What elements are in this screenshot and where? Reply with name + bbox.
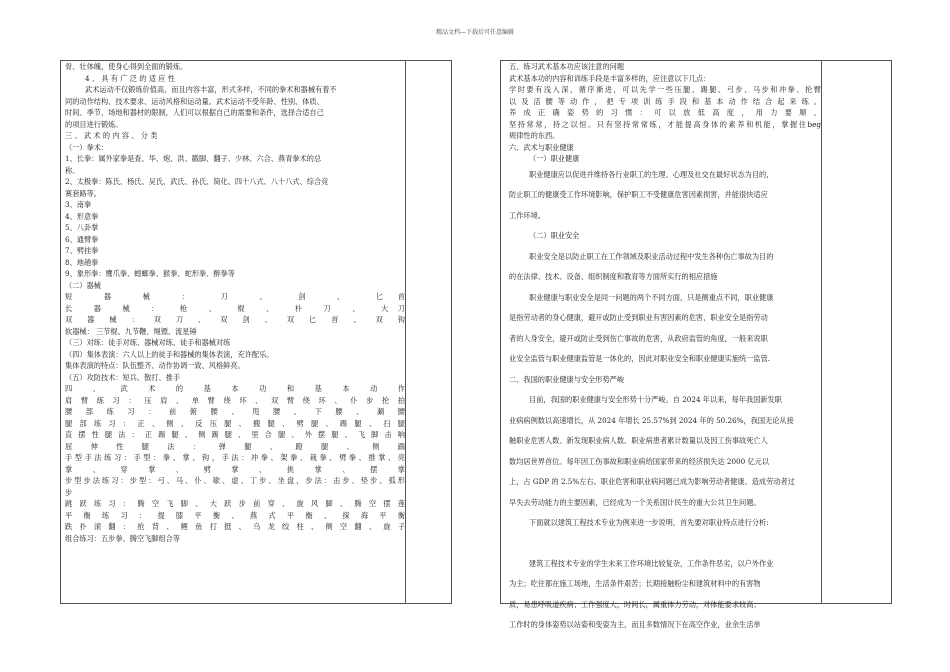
text-line: 学时要有浅入深，循序渐进，可以先学一些压腿、踢腿、弓步、马步和冲拳、抡臂 [509,85,821,94]
text-line: 武术基本功的内容和训练手段是丰富多样的，应注意以下几点： [509,73,711,83]
page-header: 精品文档---下载后可任意编辑 [435,29,515,36]
text-line: 短 器 械 ： 刀 、 剑 、 匕首 [65,292,405,301]
text-line: （四）集体表演：六人以上的徒手和器械的集体表演，充许配乐。 [65,349,274,359]
text-line: 6、通臂拳 [65,234,99,244]
right-column-text [509,61,821,629]
text-line: 业安全监管与职业健康监管是一体化的，因此对职业安全和职业健康实施统一监管. [509,354,771,363]
text-line: （一）职业健康 [529,154,580,163]
text-line: 7、劈挂拳 [65,246,99,255]
text-line: 屈伸性腿法：弹腿、蹬腿、侧踹 [65,441,405,451]
text-line: 软器械： 三节棍、九节鞭、绳镖、流星锤 [65,326,197,336]
text-line: 职业安全是以防止职工在工作领域及职业活动过程中发生各种伤亡事故为目的 [529,251,774,261]
text-line: 为主；吃住都在施工场地，生活条件艰苦；长期接触粉尘和建筑材料中的有害物 [509,579,761,588]
text-line: 9、象形拳：鹰爪拳、螳螂拳、猴拳、蛇形拳、醉拳等 [65,269,235,278]
text-line: 养成正确姿势的习惯：可以放低高度，用力要顺， [509,108,821,117]
text-line: 集体表演的特点：队伍整齐、动作协调一致、风格鲜亮。 [65,361,245,370]
text-line: 职业健康应以促进并维持各行业职工的生理、心理及社交在最好状态为目的， [529,169,774,179]
text-line: 是指劳动者的身心健康，避开或防止受到职业有害因素的危害，职业安全是指劳动 [509,313,768,322]
text-line: 上，占 GDP 的 2.5%左右。职业危害和职业病问题已成为影响劳动者健康、造成劳动者过 [509,477,795,486]
text-line: 赛套路等。 [65,188,101,198]
text-line: 质，易患呼吸道疾病；工作强度大，时间长，属重体力劳动，对体能要求较高； [509,599,761,609]
text-line: 下面就以建筑工程技术专业为例来进一步说明，首先要对职业特点进行分析: [529,518,769,527]
text-line: 三 、 武 术 的 内 容 、 分 类 [65,131,158,140]
text-line: 同的动作结构、技术要求、运动风格和运动量。武术运动不受年龄、性别、体质、 [65,96,324,106]
text-line: 3、南拳 [65,200,92,209]
text-line: 8、地趟拳 [65,257,99,267]
text-line: 数均居世界首位。每年因工伤事故和职业病给国家带来的经济损失达 2000 亿元以 [509,456,770,466]
text-line: 五、练习武术基本功应该注意的问题 [509,62,625,71]
text-line: 目前，我国的职业健康与安全形势十分严峻。自 2024 年以来，每年我国新发职 [529,395,782,404]
text-line: 六、武术与职业健康 [509,142,574,152]
text-line [509,534,821,554]
text-line: 建筑工程技术专业的学生未来工作环境比较复杂，工作条件恶劣，以户外作业 [529,558,774,568]
text-line: 二、我国的职业健康与安全形势严峻 [509,374,625,384]
text-line: 工作时的身体姿势以站姿和变姿为主，而且多数情况下在高空作业，业余生活单 [509,620,761,629]
text-line: 武术运动不仅锻炼价值高，而且内容丰富，形式多样，不同的拳术和器械有着不 [85,85,337,94]
text-line: 组合练习：五步拳、腾空飞脚组合等 [65,533,181,543]
text-line: 坚持常常，持之以恒。只有坚持常常练，才能提高身体的素养和机能，掌握住beg [509,119,821,129]
text-line: 骨、壮体魄，使身心得到全面的锻炼。 [65,62,188,71]
text-line: 职业健康与职业安全是同一问题的两个不同方面，只是侧重点不同，职业健康 [529,292,774,302]
text-line: 4、形意拳 [65,211,99,221]
text-line: 腿部练习：正、侧、反压腿、搬腿、劈腿、踢腿、扫腿 [65,418,405,428]
text-line: 步 [65,487,73,497]
text-line: 跳跃练习：腾空飞脚、大跃步前穿、旋风脚、腾空摆莲 [65,499,405,508]
text-line: 长 器 械 ： 枪 、 棍 、 朴 刀 、 大刀 [65,303,405,313]
left-column-panel [60,60,452,604]
text-line: 业病病例数以高速增长，从 2024 年增长 25.57%到 2024 年的 50.26%，我国无论从接 [509,415,794,425]
text-line: 2、太极拳：陈氏、杨氏、吴氏、武氏、孙氏、简化、四十八式、八十八式、综合竞 [65,177,329,186]
text-line: （一）拳术： [65,142,109,152]
text-line: 肩臂练习：压肩、单臂绕环、双臂绕环、仆步抡拍 [65,395,405,405]
text-line: （三）对练：徒手对练、器械对练、徒手和器械对练 [65,338,231,347]
text-line: 腰部练习：前俯腰、甩腰、下腰、涮腰 [65,407,405,416]
text-line: 规律性的东西。 [509,131,560,140]
text-line: （二）器械 [65,280,101,290]
text-line: 的项目进行锻炼。 [65,119,123,129]
right-column-panel [500,60,892,629]
text-line: 早失去劳动能力的主要因素，已经成为一个关系国计民生的重大公共卫生问题。 [509,497,761,507]
text-line: 时间、季节、场地和器材的限制，人们可以根据自己的需要和条件，选择合适自己 [65,108,324,117]
text-line: 1、长拳：属外家拳是查、华、炮、洪、戳脚、翻子、少林、六合、燕青拳术的总 [65,154,322,163]
right-column-divider [821,61,822,603]
text-line: 平衡练习：提膝平衡、燕式平衡、探海平衡 [65,510,405,520]
text-line: 直摆性腿法：正踢腿、侧踢腿、里合腿、外摆腿、飞脚击响 [65,430,405,439]
text-line: 工作环境。 [509,210,545,220]
text-line: 步型步法练习：步型：弓、马、仆、歇、虚、丁步、坐盘，步法：击步、垫步、弧形 [65,476,405,485]
text-line: 四 、 武 术 的 基 本 功 和 基 本 动 作 [65,384,405,393]
text-line: 手型手法练习：手型：拳、掌、钩，手法：冲拳、架拳、栽拳、劈拳、推掌、亮 [65,453,405,462]
text-line: 双器械：双刀、双剑、双匕首、双钩 [65,315,405,324]
text-line: 的在法律、技术、设备、组织制度和教育等方面所实行的相应措施 [509,272,718,281]
text-line: 5、八卦掌 [65,223,99,232]
text-line: （五）攻防技术：短兵、散打、推手 [65,372,181,382]
text-line: 者的人身安全，避开或防止受到伤亡事故的危害，从政府监管的角度，一般来说职 [509,333,768,343]
text-line: 跌扑滚翻：抢背、鲤鱼打挺、乌龙绞柱、侧空翻、旋子 [65,522,405,531]
text-line: 以及活腰等动作，把专项训练手段和基本动作结合起来练。 [509,96,821,106]
text-line: 触职业危害人数、新发现职业病人数、职业病患者累计数量以及因工伤事故死亡人 [509,436,768,445]
left-column-divider [405,61,406,603]
left-column-text [65,61,405,603]
text-line: 防止职工的健康受工作环境影响，保护职工不受健康危害因素损害，并能很快适应 [509,190,768,199]
text-line: （二）职业安全 [529,231,580,240]
text-line: 称。 [65,165,80,175]
text-line: 4 、 具 有 广 泛 的 适 应 性 [85,73,175,83]
text-line: 掌、穿掌、劈掌、挑掌、摆掌 [65,464,405,474]
